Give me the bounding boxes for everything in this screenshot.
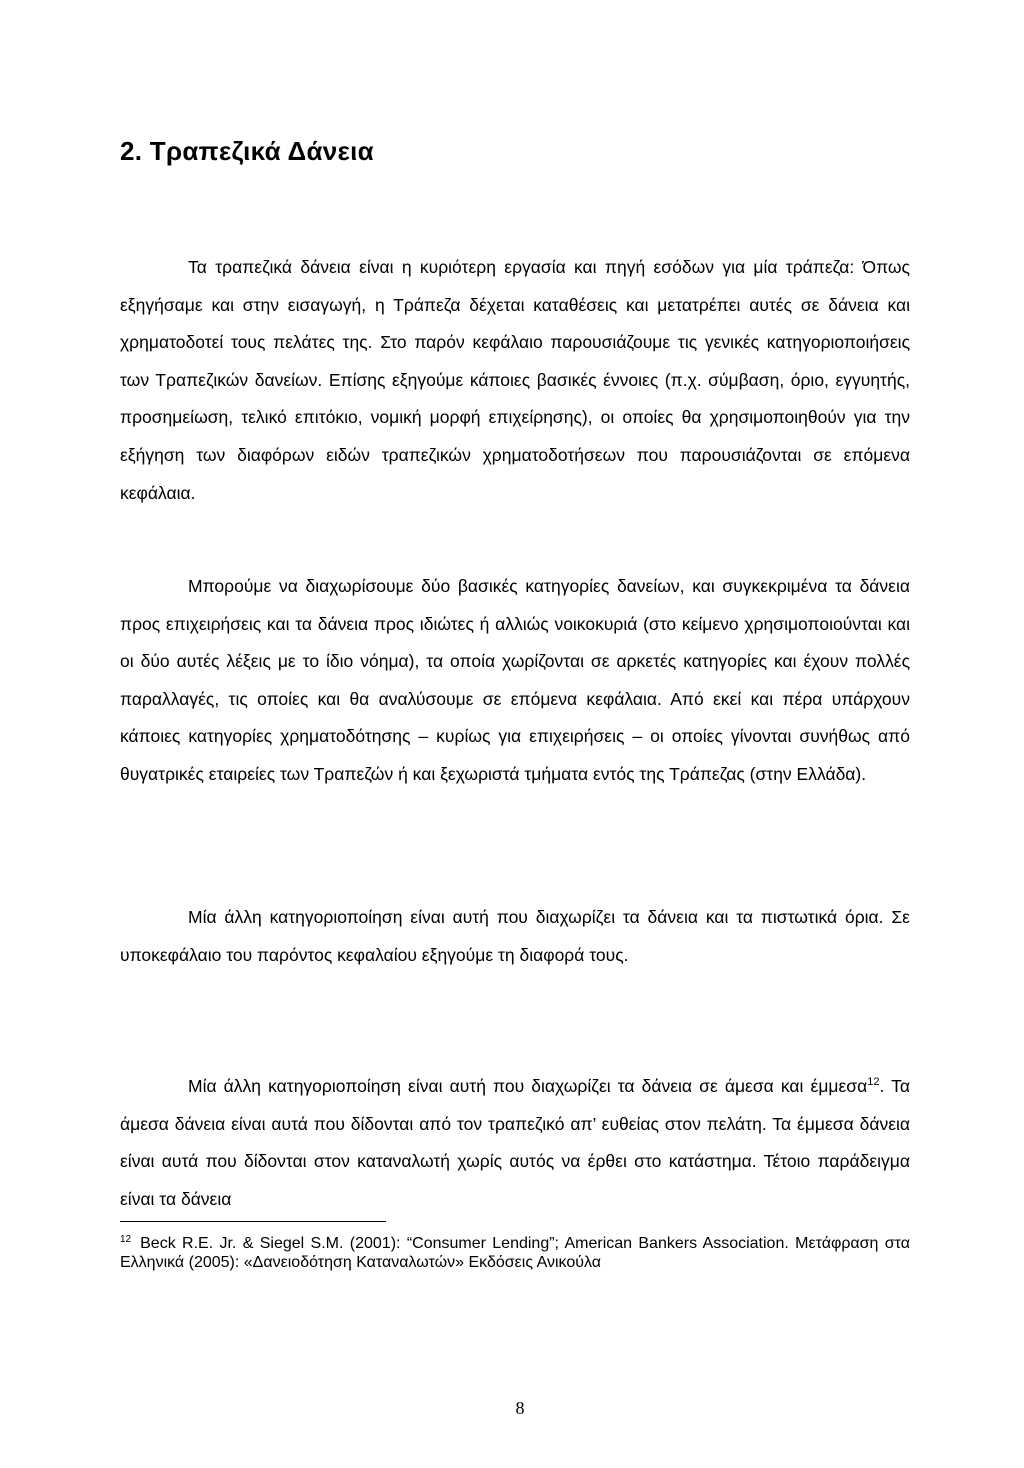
footnote	[120, 1235, 910, 1272]
footnote-text: Beck R.E. Jr. & Siegel S.M. (2001): “Consumer Lending”; American Bankers Association. Μετάφραση στα Ελληνικά (2005): «Δανειοδότηση Καταναλωτών» Εκδόσεις Ανικούλα	[120, 1235, 910, 1271]
paragraph-intro: Τα τραπεζικά δάνεια είναι η κυριότερη εργασία και πηγή εσόδων για μία τράπεζα: Όπως εξηγήσαμε και στην εισαγωγή, η Τράπεζα δέχεται καταθέσεις και μετατρέπει αυτές σε δάνεια και χρηματοδοτεί τους πελάτες της. Στο παρόν κεφάλαιο παρουσιάζουμε τις γενικές κατηγοριοποιήσεις των Τραπεζικών δανείων. Επίσης εξηγούμε κάποιες βασικές έννοιες (π.χ. σύμβαση, όριο, εγγυητής, προσημείωση, τελικό επιτόκιο, νομική μορφή επιχείρησης), οι οποίες θα χρησιμοποιηθούν για την εξήγηση των διαφόρων ειδών τραπεζικών χρηματοδοτήσεων που παρουσιάζονται σε επόμενα κεφάλαια.	[120, 257, 910, 503]
paragraph-direct-indirect	[120, 1068, 910, 1218]
footnote-marker: 12	[120, 1234, 132, 1245]
paragraph-text-end: . Τα άμεσα δάνεια είναι αυτά που δίδονται από τον τραπεζικό απ’ ευθείας στον πελάτη. Τα έμμεσα δάνεια είναι αυτά που δίδονται στον καταναλωτή χωρίς αυτός να έρθει στο κατάστημα. Τέτοιο παράδειγμα είναι τα δάνεια	[120, 1076, 911, 1209]
paragraph-loan-categories: Μπορούμε να διαχωρίσουμε δύο βασικές κατηγορίες δανείων, και συγκεκριμένα τα δάνεια προς επιχειρήσεις και τα δάνεια προς ιδιώτες ή αλλιώς νοικοκυριά (στο κείμενο χρησιμοποιούνται και οι δύο αυτές λέξεις με το ίδιο νόημα), τα οποία χωρίζονται σε αρκετές κατηγορίες και έχουν πολλές παραλλαγές, τις οποίες και θα αναλύσουμε σε επόμενα κεφάλαια. Από εκεί και πέρα υπάρχουν κάποιες κατηγορίες χρηματοδότησης – κυρίως για επιχειρήσεις – οι οποίες γίνονται συνήθως από θυγατρικές εταιρείες των Τραπεζών ή και ξεχωριστά τμήματα εντός της Τράπεζας (στην Ελλάδα).	[120, 576, 910, 784]
footnote-separator	[120, 1221, 386, 1222]
section-title: 2. Τραπεζικά Δάνεια	[120, 136, 374, 166]
paragraph-credit-limits: Μία άλλη κατηγοριοποίηση είναι αυτή που διαχωρίζει τα δάνεια και τα πιστωτικά όρια. Σε υποκεφάλαιο του παρόντος κεφαλαίου εξηγούμε τη διαφορά τους.	[120, 907, 910, 965]
footnote-reference[interactable]: 12	[867, 1076, 880, 1088]
paragraph-text-start: Μία άλλη κατηγοριοποίηση είναι αυτή που διαχωρίζει τα δάνεια σε άμεσα και έμμεσα	[188, 1076, 868, 1096]
page-number: 8	[515, 1398, 525, 1418]
